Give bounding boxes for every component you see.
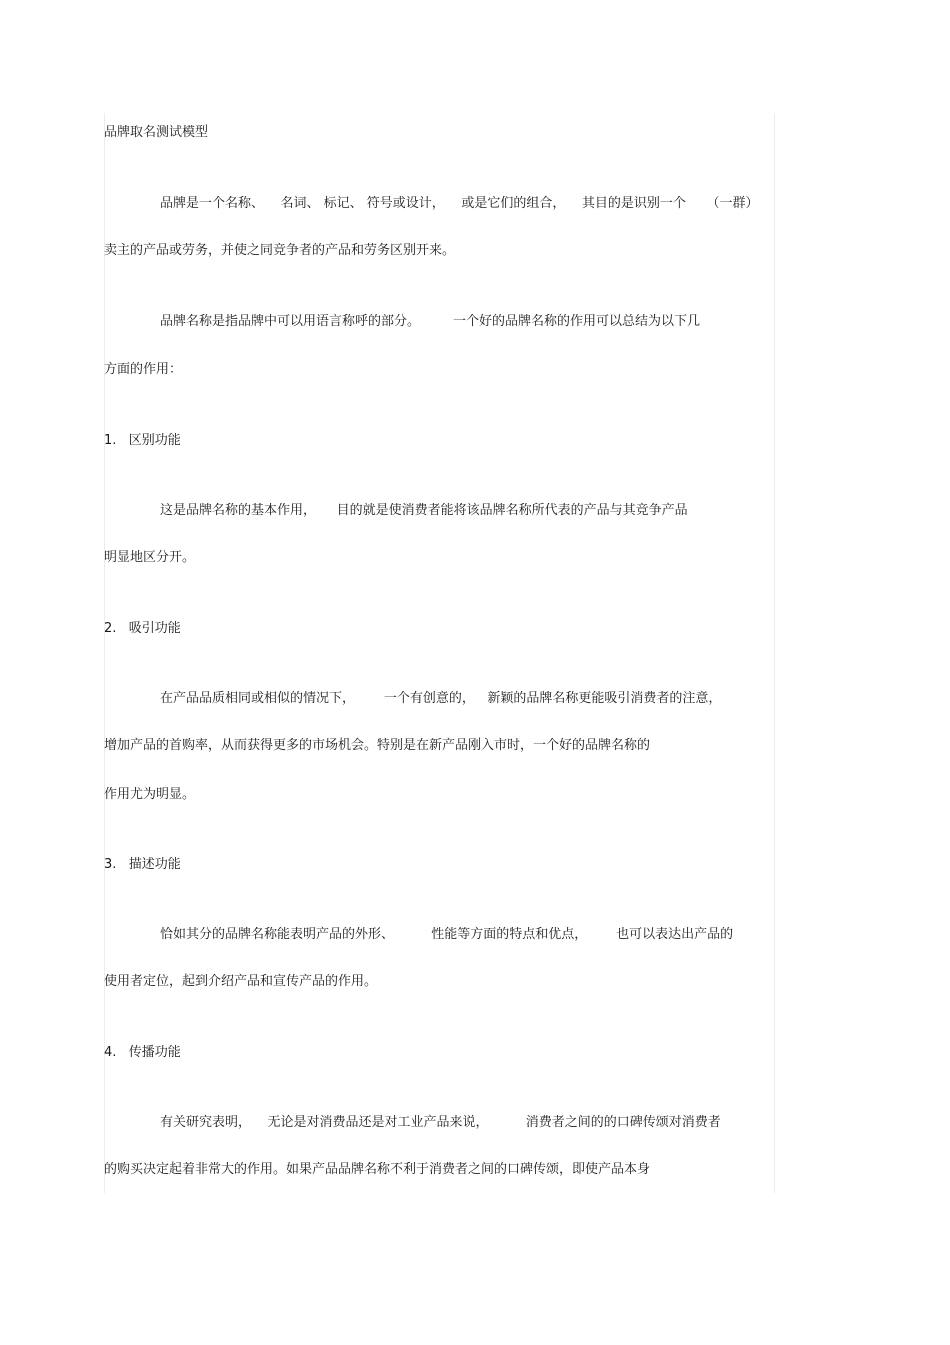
paragraph-line: 方面的作用： bbox=[104, 362, 183, 377]
paragraph-line: 卖主的产品或劳务，并使之同竞争者的产品和劳务区别开来。 bbox=[104, 243, 456, 258]
paragraph-line: 作用尤为明显。 bbox=[104, 787, 196, 802]
paragraph-line: 有关研究表明， 无论是对消费品还是对工业产品来说， 消费者之间的的口碑传颂对消费者 bbox=[160, 1115, 721, 1130]
paragraph-line: 的购买决定起着非常大的作用。如果产品品牌名称不利于消费者之间的口碑传颂，即使产品本身 bbox=[104, 1162, 651, 1177]
paragraph-line: 这是品牌名称的基本作用， 目的就是使消费者能将该品牌名称所代表的产品与其竞争产品 bbox=[160, 503, 688, 518]
section-heading: 4. 传播功能 bbox=[104, 1045, 181, 1060]
section-heading: 3. 描述功能 bbox=[104, 857, 181, 872]
paragraph-line: 品牌是一个名称、 名词、 标记、 符号或设计， 或是它们的组合， 其目的是识别一个 （一群） bbox=[160, 196, 759, 211]
paragraph-line: 使用者定位，起到介绍产品和宣传产品的作用。 bbox=[104, 974, 378, 989]
section-heading: 1. 区别功能 bbox=[104, 433, 181, 448]
section-heading: 2. 吸引功能 bbox=[104, 621, 181, 636]
document-title: 品牌取名测试模型 bbox=[104, 125, 209, 140]
paragraph-line: 品牌名称是指品牌中可以用语言称呼的部分。 一个好的品牌名称的作用可以总结为以下几 bbox=[160, 314, 701, 329]
page-frame bbox=[104, 113, 775, 1193]
paragraph-line: 在产品品质相同或相似的情况下， 一个有创意的， 新颖的品牌名称更能吸引消费者的注意， bbox=[160, 691, 722, 706]
paragraph-line: 恰如其分的品牌名称能表明产品的外形、 性能等方面的特点和优点， 也可以表达出产品的 bbox=[160, 927, 734, 942]
paragraph-line: 增加产品的首购率，从而获得更多的市场机会。特别是在新产品刚入市时，一个好的品牌名称的 bbox=[104, 738, 651, 753]
paragraph-line: 明显地区分开。 bbox=[104, 550, 196, 565]
